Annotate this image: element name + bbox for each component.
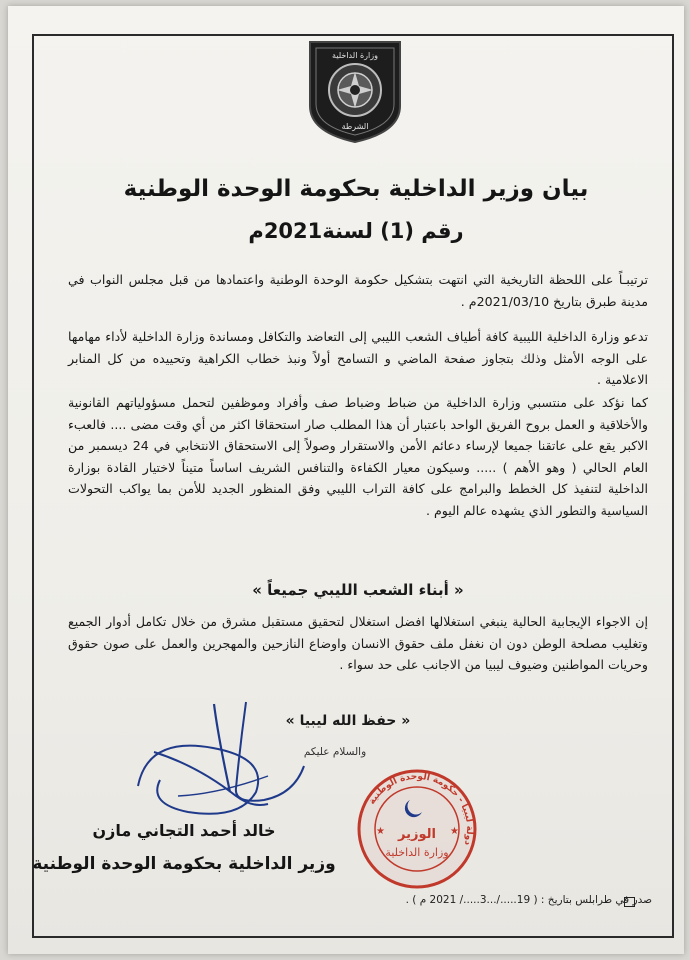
svg-text:الوزير: الوزير [398,827,436,842]
statement-number: رقم (1) لسنة2021م [248,219,464,243]
document-sheet [8,6,684,954]
svg-text:الشرطة: الشرطة [341,122,369,131]
checkbox-mark-icon [624,897,635,907]
svg-text:★: ★ [376,826,385,837]
signatory-role: وزير الداخلية بحكومة الوحدة الوطنية [32,854,336,874]
statement-title: بيان وزير الداخلية بحكومة الوحدة الوطنية [123,176,589,202]
svg-text:★: ★ [450,826,459,837]
paragraph-3: كما نؤكد على منتسبي وزارة الداخلية من ضباط وضباط صف وأفراد وموظفين لتحمل مسؤولياتهم القانونية والأخلاقية و العمل بروح الفريق الواحد باعتبار أن هذا المطلب صار استحقاقا اكثر من أي وقت مضى .... فالعبء الاكبر يقع على عاتقنا جميعا لإرساء دعائم الأمن والاستقرار وصولاً إلى الاستحقاق الانتخابي في 24 ديسمبر من العام الحالي ( وهو الأهم ) ..... وسيكون معيار الكفاءة والتنافس الشريف اساساً متيناً لاختيار القادة بوزارة الداخلية لتنفيذ كل الخطط والبرامج على كافة التراب الليبي وفق المنظور الجديد للأمن بما يواكب التحولات السياسية والتطور الذي يشهده عالم اليوم . [68,395,648,518]
official-stamp [352,764,482,894]
paragraph-4: إن الاجواء الإيجابية الحالية ينبغي استغلالها افضل استغلال لتحقيق مستقبل مشرق من خلال تكامل أدوار الجميع وتغليب مصلحة الوطن دون ان نغفل ملف حقوق الانسان واوضاع النازحين والمهجرين والعمل على صون حقوق وحريات المواطنين وضيوف ليبيا من الاجانب على حد سواء . [68,614,648,673]
svg-text:دولة ليبيا - حكومة الوحدة الوط: دولة ليبيا - حكومة الوحدة الوطنية [367,771,475,847]
handwritten-signature [118,696,318,826]
paragraph-1: ترتيبـاً على اللحظة التاريخية التي انتهت بتشكيل حكومة الوحدة الوطنية واعتمادها من قبل مجلس النواب في مدينة طبرق بتاريخ 2021/03/10م . [68,272,648,309]
address-to-people: « أبناء الشعب الليبي جميعاً » [252,581,464,599]
signatory-name: خالد أحمد التجاني مازن [92,821,276,840]
paragraph-2: تدعو وزارة الداخلية الليبية كافة أطياف الشعب الليبي إلى التعاضد والتكافل ومساندة وزارة الداخلية لأداء مهامها على الوجه الأمثل وذلك بتجاوز صفحة الماضي و التسامح أولاً ونبذ خطاب الكراهية وتحييده من كل المنابر الاعلامية . [68,329,648,388]
closing-prayer: « حفظ الله ليبيا » [285,713,411,729]
police-emblem-icon [304,36,406,146]
svg-text:وزارة الداخلية: وزارة الداخلية [385,846,449,859]
issued-date-line: صدر في طرابلس بتاريخ : ( 19...../...3...../ 2021 م ) . [405,894,652,906]
closing-greeting: والسلام عليكم [303,746,367,758]
svg-text:وزارة الداخلية: وزارة الداخلية [332,51,378,60]
